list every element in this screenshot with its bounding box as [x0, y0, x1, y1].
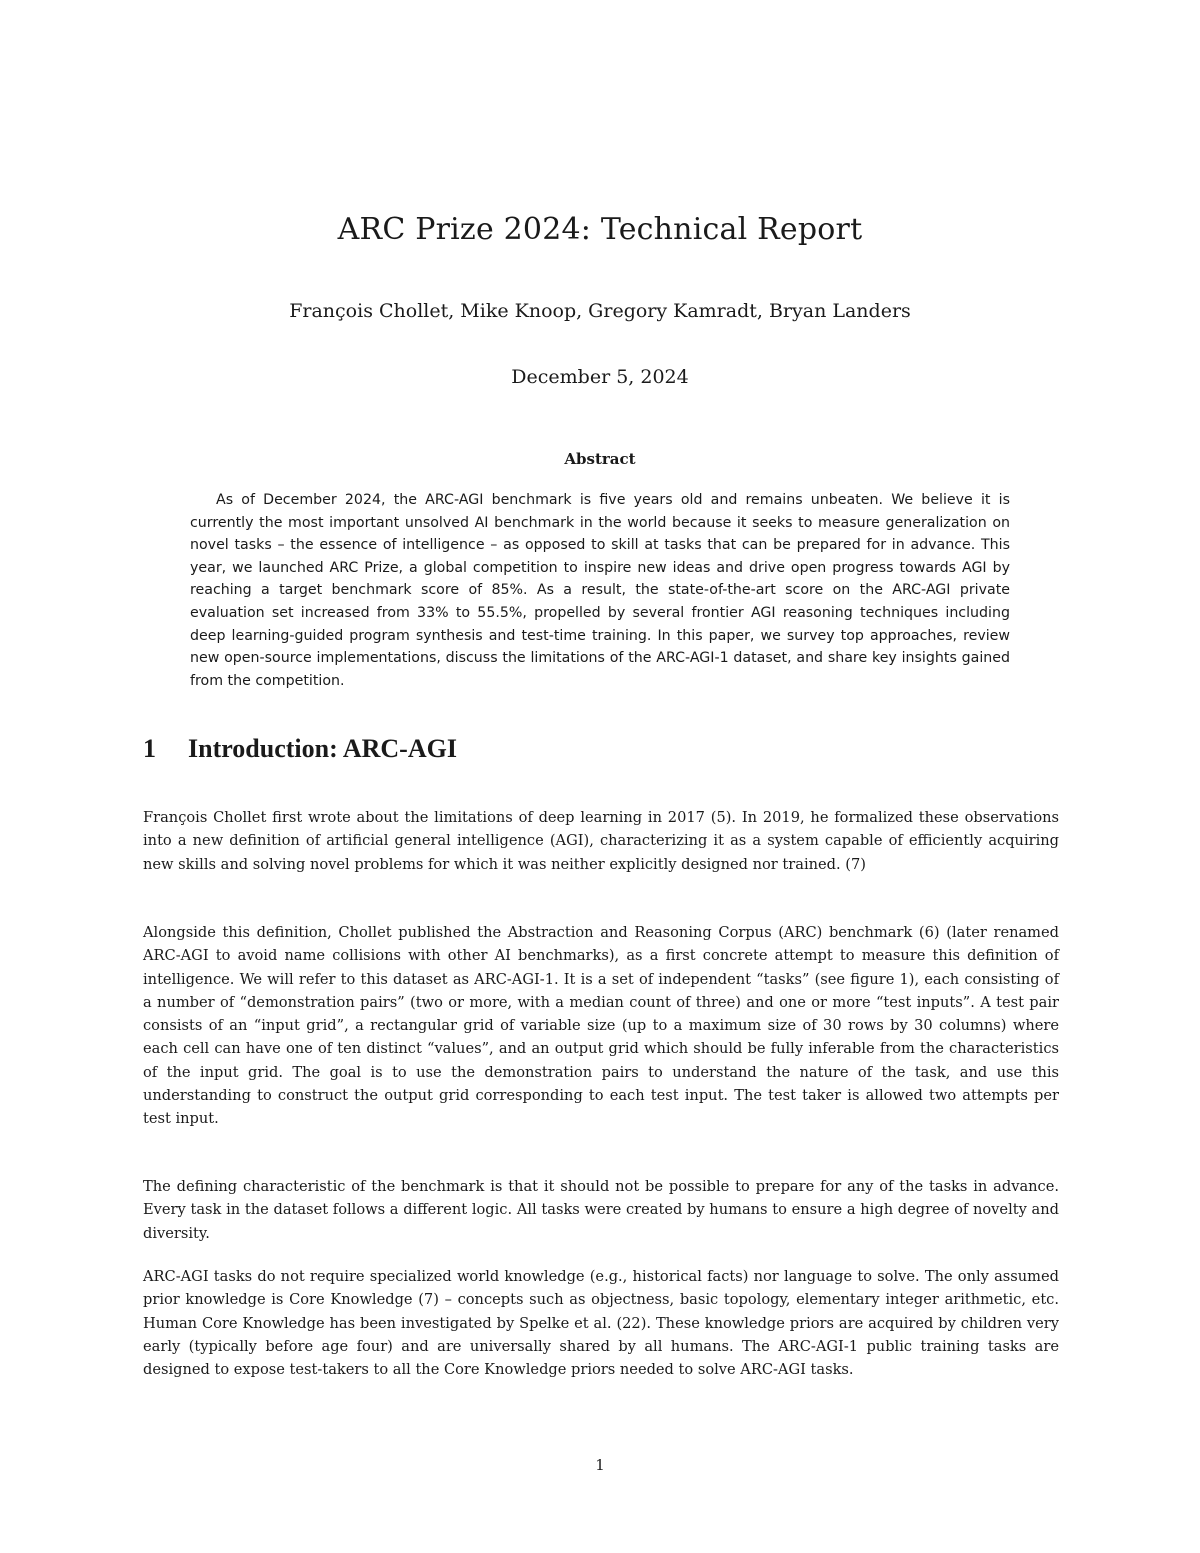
section-heading — [143, 734, 1063, 764]
section-title: Introduction: ARC-AGI — [188, 734, 457, 763]
body-paragraph: François Chollet first wrote about the limitations of deep learning in 2017 (5). In 2019, he formalized these observations into a new definition of artificial general intelligence (AGI), characterizing it as a system capable of efficiently acquiring new skills and solving novel problems for which it was neither explicitly designed nor trained. (7) — [143, 809, 1059, 873]
paper-title: ARC Prize 2024: Technical Report — [337, 212, 863, 247]
author-list: François Chollet, Mike Knoop, Gregory Kamradt, Bryan Landers — [289, 300, 911, 322]
publication-date: December 5, 2024 — [511, 366, 689, 388]
page-number: 1 — [595, 1456, 605, 1474]
section-number: 1 — [143, 734, 156, 763]
abstract-text: As of December 2024, the ARC-AGI benchmark is five years old and remains unbeaten. We believe it is currently the most important unsolved AI benchmark in the world because it seeks to measure generalization on novel tasks – the essence of intelligence – as opposed to skill at tasks that can be prepared for in advance. This year, we launched ARC Prize, a global competition to inspire new ideas and drive open progress towards AGI by reaching a target benchmark score of 85%. As a result, the state-of-the-art score on the ARC-AGI private evaluation set increased from 33% to 55.5%, propelled by several frontier AGI reasoning techniques including deep learning-guided program synthesis and test-time training. In this paper, we survey top approaches, review new open-source implementations, discuss the limitations of the ARC-AGI-1 dataset, and share key insights gained from the competition. — [190, 492, 1010, 689]
body-paragraph: Alongside this definition, Chollet published the Abstraction and Reasoning Corpus (ARC) benchmark (6) (later renamed ARC-AGI to avoid name collisions with other AI benchmarks), as a first concrete attempt to measure this definition of intelligence. We will refer to this dataset as ARC-AGI-1. It is a set of independent “tasks” (see figure 1), each consisting of a number of “demonstration pairs” (two or more, with a median count of three) and one or more “test inputs”. A test pair consists of an “input grid”, a rectangular grid of variable size (up to a maximum size of 30 rows by 30 columns) where each cell can have one of ten distinct “values”, and an output grid which should be fully inferable from the characteristics of the input grid. The goal is to use the demonstration pairs to understand the nature of the task, and use this understanding to construct the output grid corresponding to each test input. The test taker is allowed two attempts per test input. — [143, 924, 1059, 1128]
body-paragraph: ARC-AGI tasks do not require specialized world knowledge (e.g., historical facts) nor language to solve. The only assumed prior knowledge is Core Knowledge (7) – concepts such as objectness, basic topology, elementary integer arithmetic, etc. Human Core Knowledge has been investigated by Spelke et al. (22). These knowledge priors are acquired by children very early (typically before age four) and are universally shared by all humans. The ARC-AGI-1 public training tasks are designed to expose test-takers to all the Core Knowledge priors needed to solve ARC-AGI tasks. — [143, 1268, 1059, 1379]
abstract-heading: Abstract — [564, 450, 636, 468]
body-paragraph: The defining characteristic of the benchmark is that it should not be possible to prepare for any of the tasks in advance. Every task in the dataset follows a different logic. All tasks were created by humans to ensure a high degree of novelty and diversity. — [143, 1178, 1059, 1242]
